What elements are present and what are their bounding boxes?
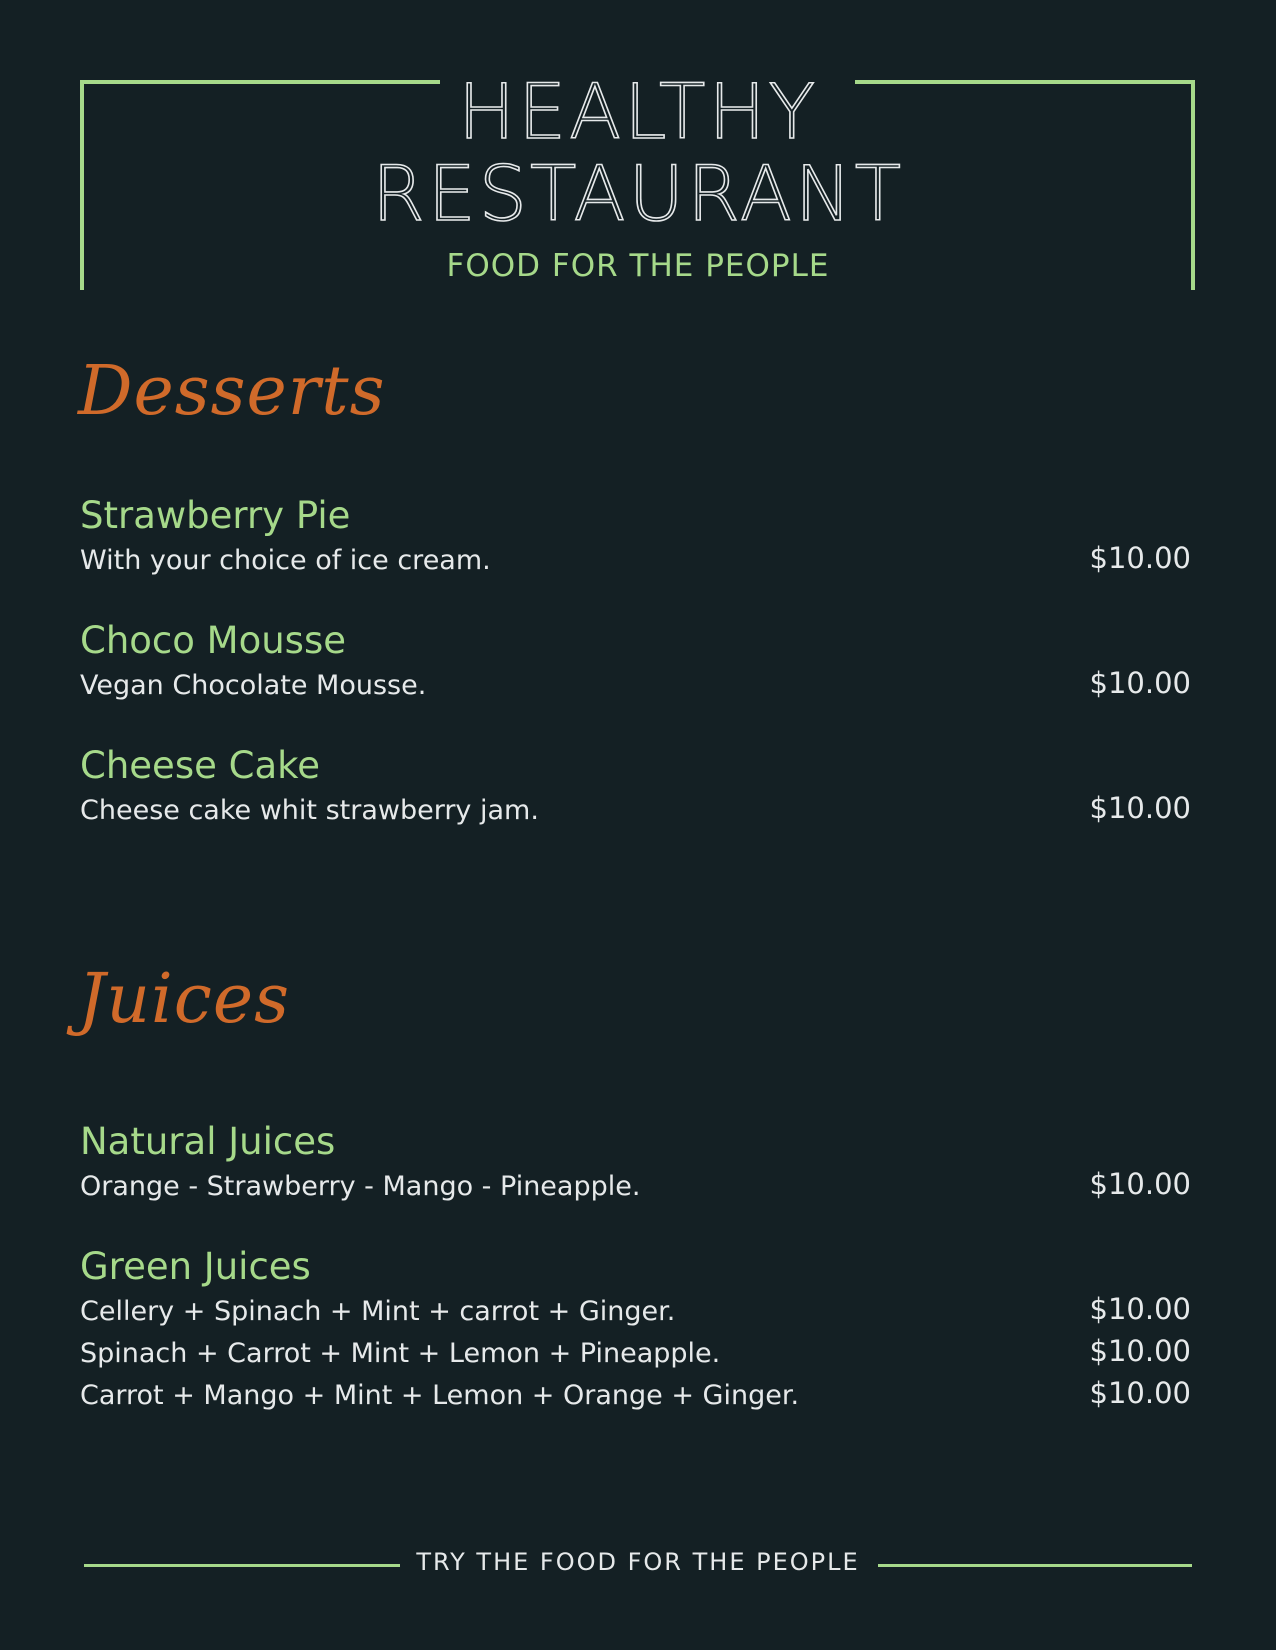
item-price: $10.00 — [1089, 791, 1191, 825]
item-name: Cheese Cake — [80, 744, 320, 787]
page-title-line1: HEALTHY — [457, 67, 819, 156]
item-description: With your choice of ice cream. — [80, 545, 491, 576]
item-price: $10.00 — [1089, 666, 1191, 700]
item-description: Orange - Strawberry - Mango - Pineapple. — [80, 1171, 641, 1202]
item-price: $10.00 — [1089, 1376, 1191, 1410]
tagline: FOOD FOR THE PEOPLE — [446, 248, 830, 284]
item-description: Vegan Chocolate Mousse. — [80, 670, 427, 701]
item-price: $10.00 — [1089, 1167, 1191, 1201]
item-name: Strawberry Pie — [80, 494, 351, 537]
item-description: Cellery + Spinach + Mint + carrot + Ginger. — [80, 1296, 676, 1327]
item-description: Spinach + Carrot + Mint + Lemon + Pineapple. — [80, 1338, 721, 1369]
item-description: Cheese cake whit strawberry jam. — [80, 795, 539, 826]
section-title-desserts: Desserts — [78, 352, 386, 431]
item-price: $10.00 — [1089, 541, 1191, 575]
section-title-juices: Juices — [78, 960, 291, 1039]
page-title-line2: RESTAURANT — [371, 149, 905, 238]
item-price: $10.00 — [1089, 1292, 1191, 1326]
item-name: Green Juices — [80, 1245, 311, 1288]
item-name: Natural Juices — [80, 1120, 336, 1163]
item-name: Choco Mousse — [80, 619, 346, 662]
footer-text: TRY THE FOOD FOR THE PEOPLE — [416, 1548, 860, 1576]
footer-line-right — [878, 1564, 1192, 1567]
item-description: Carrot + Mango + Mint + Lemon + Orange + Ginger. — [80, 1380, 800, 1411]
item-price: $10.00 — [1089, 1334, 1191, 1368]
